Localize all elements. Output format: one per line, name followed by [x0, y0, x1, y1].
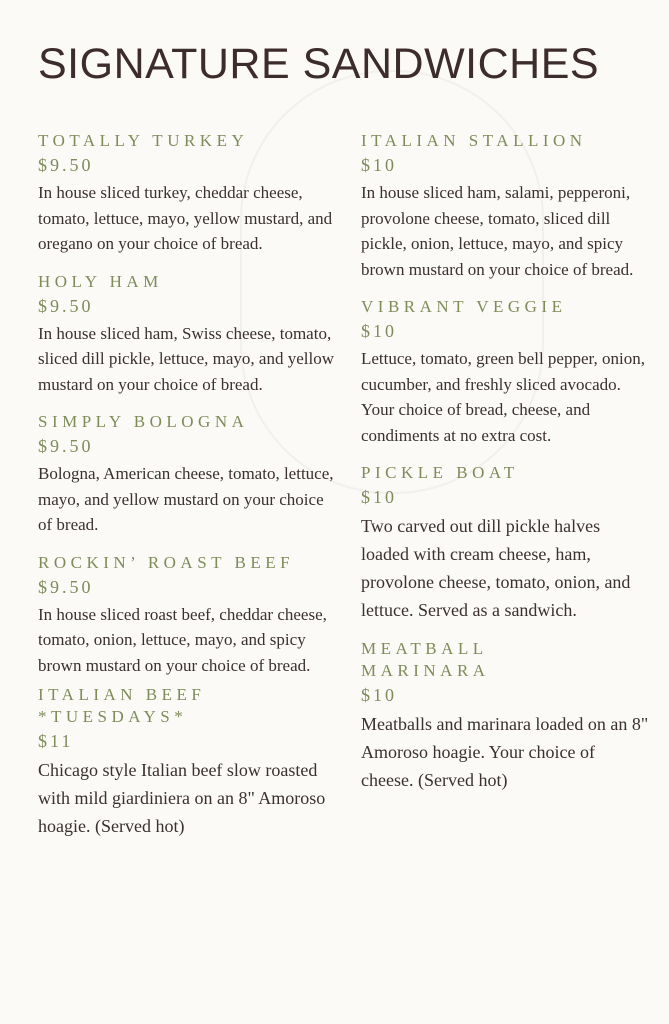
item-price: $9.50 — [38, 436, 94, 456]
item-name: MEATBALL MARINARA — [361, 639, 490, 680]
menu-item — [361, 130, 651, 282]
menu-item — [38, 684, 338, 840]
item-description: Two carved out dill pickle halves loaded with cream cheese, ham, provolone cheese, tomato, onion, and lettuce. Served as a sandwich. — [361, 516, 631, 620]
left-column — [38, 130, 338, 854]
item-description: In house sliced turkey, cheddar cheese, tomato, lettuce, mayo, yellow mustard, and oregano on your choice of bread. — [38, 183, 333, 253]
menu-item — [361, 638, 651, 794]
item-price: $10 — [361, 155, 397, 175]
item-name: HOLY HAM — [38, 271, 163, 291]
item-price: $10 — [361, 321, 397, 341]
page-title: SIGNATURE SANDWICHES — [38, 40, 600, 88]
item-description: In house sliced roast beef, cheddar cheese, tomato, onion, lettuce, mayo, and spicy brown mustard on your choice of bread. — [38, 604, 327, 675]
item-price: $10 — [361, 685, 397, 705]
item-name: PICKLE BOAT — [361, 463, 519, 482]
item-name: SIMPLY BOLOGNA — [38, 412, 249, 431]
item-description: In house sliced ham, Swiss cheese, tomato, sliced dill pickle, lettuce, mayo, and yellow mustard on your choice of bread. — [38, 323, 334, 394]
item-price: $10 — [361, 487, 397, 507]
menu-item — [38, 130, 338, 257]
item-description: Lettuce, tomato, green bell pepper, onion, cucumber, and freshly sliced avocado. Your choice of bread, cheese, and condiments at no extra cost. — [361, 349, 645, 445]
item-description: In house sliced ham, salami, pepperoni, provolone cheese, tomato, sliced dill pickle, onion, lettuce, mayo, and spicy brown mustard on your choice of bread. — [361, 183, 634, 279]
item-price: $11 — [38, 731, 74, 751]
item-description: Meatballs and marinara loaded on an 8" Amoroso hoagie. Your choice of cheese. (Served hot) — [361, 714, 649, 790]
item-price: $9.50 — [38, 295, 94, 316]
menu-item — [38, 411, 338, 538]
item-price: $9.50 — [38, 155, 94, 175]
menu-item — [38, 552, 338, 679]
item-name: TOTALLY TURKEY — [38, 131, 249, 150]
item-description: Chicago style Italian beef slow roasted with mild giardiniera on an 8" Amoroso hoagie. (Served hot) — [38, 760, 326, 836]
item-name: ITALIAN STALLION — [361, 131, 587, 150]
item-name: VIBRANT VEGGIE — [361, 297, 567, 316]
item-name: ITALIAN BEEF *TUESDAYS* — [38, 685, 206, 726]
item-name: ROCKIN’ ROAST BEEF — [38, 552, 295, 572]
menu-item — [361, 462, 651, 624]
right-column — [361, 130, 651, 808]
item-description: Bologna, American cheese, tomato, lettuce, mayo, and yellow mustard on your choice of bread. — [38, 464, 334, 534]
menu-item — [38, 271, 338, 398]
item-price: $9.50 — [38, 576, 94, 597]
menu-item — [361, 296, 651, 448]
